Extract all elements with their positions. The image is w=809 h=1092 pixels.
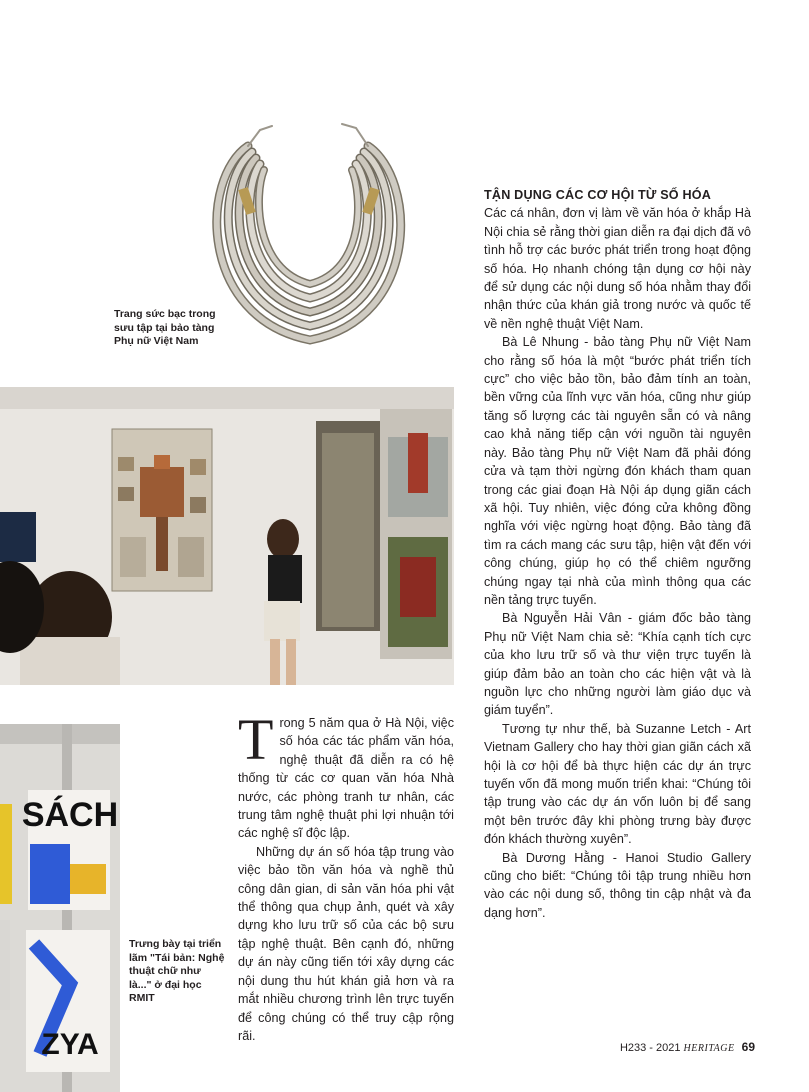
drop-cap: T <box>238 707 274 772</box>
paragraph-suzanne-letch: Tương tự như thế, bà Suzanne Letch - Art Vietnam Gallery cho hay thời gian giãn cách xã hội là cơ hội để bà thực hiện các dự án trực tuyến vốn đã mong muốn triển khai: “Chúng tôi tập trung vào các dự án vốn luôn bị để sang một bên trước đây khi phòng trưng bày được đón khách thường xuyên”. <box>484 721 751 847</box>
page-folio <box>620 1040 755 1054</box>
intro-paragraph: Trong 5 năm qua ở Hà Nội, việc số hóa các tác phẩm văn hóa, nghệ thuật đã diễn ra có hệ thống từ các cơ quan văn hóa Nhà nước, các phòng tranh tư nhân, các trung tâm nghệ thuật phi lợi nhuận tới các nghệ sĩ độc lập. <box>238 707 454 841</box>
paragraph-hai-van: Bà Nguyễn Hải Vân - giám đốc bảo tàng Phụ nữ Việt Nam chia sẻ: “Khía cạnh tích cực của kho lưu trữ số và thư viện trực tuyến là giúp đảm bảo an toàn cho các hiện vật và là nguồn lực cho những người làm giáo dục và giám tuyển”. <box>484 611 751 718</box>
poster-top-text: SÁCH <box>21 796 119 834</box>
paragraph-le-nhung: Bà Lê Nhung - bảo tàng Phụ nữ Việt Nam cho rằng số hóa là một “bước phát triển tích cực” cho việc bảo tồn, bảo đảm tính an toàn, bền vững của lĩnh vực văn hóa, cũng như giúp tăng số lượng các tài nguyên sẵn có và nâng cao khả năng tiếp cận với nguồn tài nguyên này. Bảo tàng Phụ nữ Việt Nam đã phải đóng cửa và tạm thời ngừng đón khách tham quan trong các giai đoạn Hà Nội áp dụng giãn cách xã hội. Tuy nhiên, việc đóng cửa không đồng nghĩa với việc ngừng hoạt động. Bảo tàng đã tìm ra cách mang các sưu tập, hiện vật đến với công chúng, giúp họ có thể chiêm ngưỡng chúng ngay tại nhà của mình thông qua các nền tảng trực tuyến. <box>484 335 751 607</box>
paragraph-covid: Các cá nhân, đơn vị làm về văn hóa ở khắp Hà Nội chia sẻ rằng thời gian diễn ra đại dịch đã vô tình hỗ trợ các bước phát triển trong hoạt động số hóa. Họ nhanh chóng tận dụng cơ hội này để sử dụng các nội dung số hóa nhằm thay đổi nhận thức của khán giả trong nước và quốc tế về nền nghệ thuật Việt Nam. <box>484 206 751 331</box>
section-heading: TẬN DỤNG CÁC CƠ HỘI TỪ SỐ HÓA <box>484 188 712 202</box>
exhibition-photo <box>0 387 454 685</box>
paragraph-duong-hang: Bà Dương Hằng - Hanoi Studio Gallery cũng cho biết: “Chúng tôi tập trung nhiều hơn vào các nội dung số, thông tin cập nhật và đa dạng hơn”. <box>484 850 751 920</box>
necklace-caption: Trang sức bạc trong sưu tập tại bảo tàng Phụ nữ Việt Nam <box>114 308 216 347</box>
rmit-caption: Trưng bày tại triển lãm "Tái bản: Nghệ thuật chữ như là..." ở đại học RMIT <box>129 938 225 1004</box>
issue-number: H233 - 2021 <box>619 1042 681 1054</box>
magazine-brand: HERITAGE <box>683 1043 735 1054</box>
article-column-left <box>238 707 454 1045</box>
paragraph-digitization: Những dự án số hóa tập trung vào việc bảo tồn văn hóa và nghề thủ công dân gian, di sản văn hóa phi vật thể thông qua chụp ảnh, quét và xây dựng kho lưu trữ số của các bộ sưu tập nghệ thuật. Bên cạnh đó, những dự án này cũng tiến tới xây dựng các nội dung thu hút khán giả hơn và ra mắt nhiều chương trình lên trực tuyến để công chúng có thể truy cập rộng rãi. <box>238 844 454 1043</box>
rmit-exhibition-photo <box>0 724 120 1092</box>
article-column-right <box>484 186 751 922</box>
page-number: 69 <box>741 1040 755 1054</box>
poster-bottom-text: ZYA <box>41 1028 99 1061</box>
